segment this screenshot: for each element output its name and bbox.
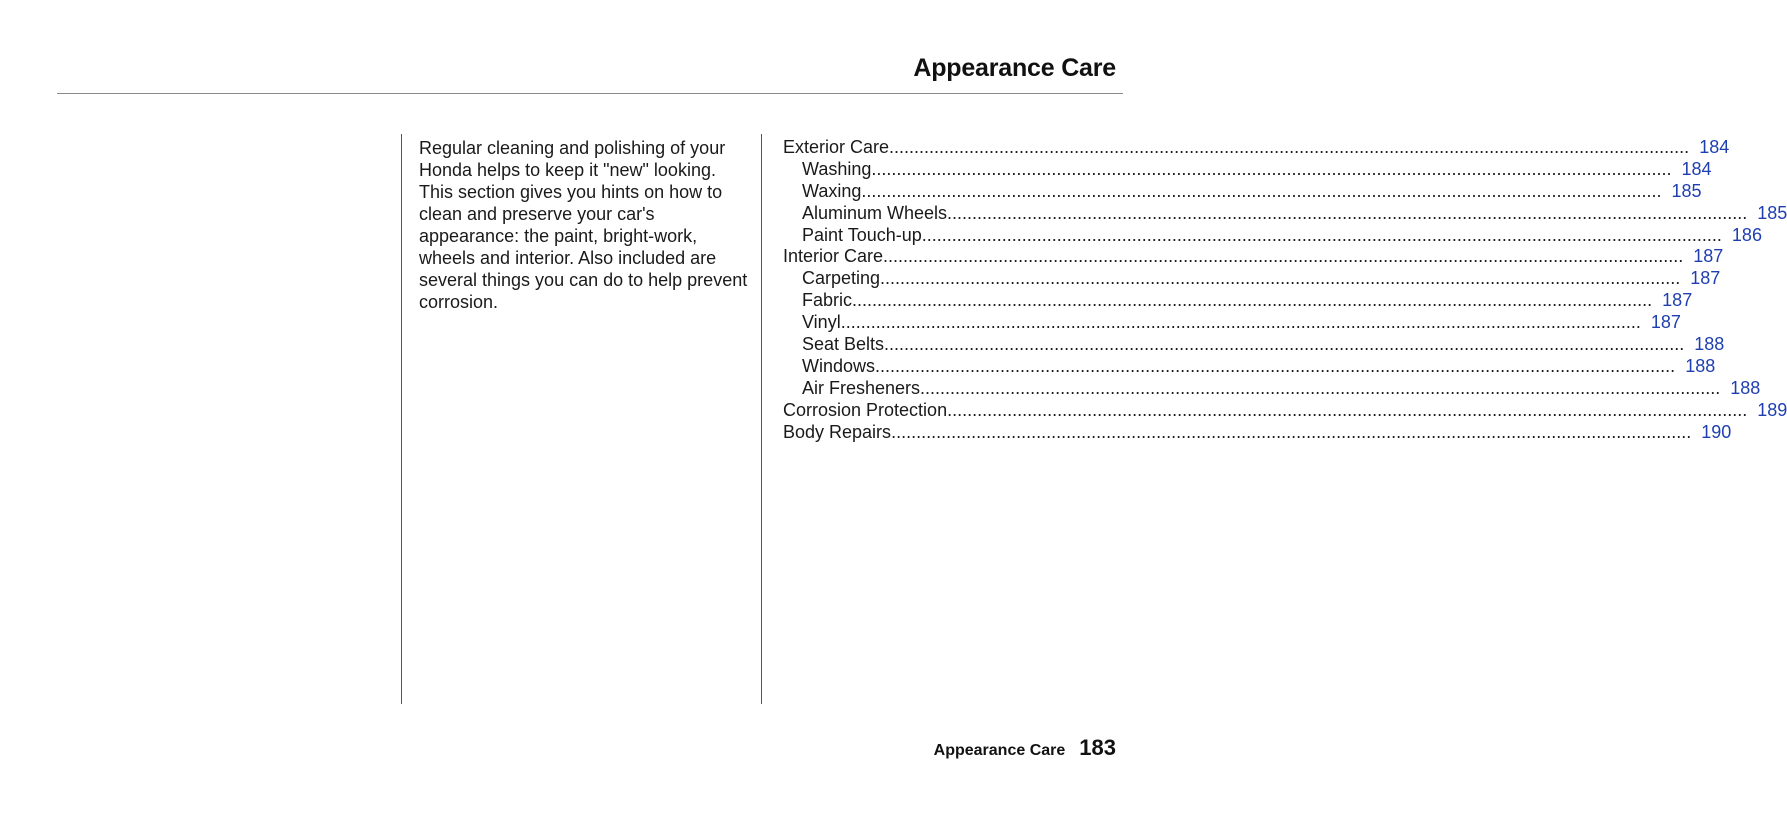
toc-entry[interactable]: [783, 224, 1762, 247]
toc-entry-label: Body Repairs: [783, 421, 892, 442]
dot-leader: ................................................................................................................................................................: [852, 290, 1653, 311]
dot-leader: ................................................................................................................................................................: [891, 421, 1692, 442]
table-of-contents: [783, 137, 1787, 443]
toc-entry-label: Fabric: [802, 290, 853, 311]
toc-entry[interactable]: [783, 355, 1716, 378]
toc-page-link[interactable]: 187: [1693, 246, 1724, 267]
toc-entry-label: Air Fresheners: [802, 377, 921, 398]
toc-entry[interactable]: [783, 180, 1702, 203]
toc-entry-label: Vinyl: [802, 312, 841, 333]
dot-leader: ................................................................................................................................................................: [920, 377, 1721, 398]
toc-entry[interactable]: [783, 377, 1761, 400]
toc-entry-label: Waxing: [802, 180, 862, 201]
toc-entry-label: Corrosion Protection: [783, 399, 948, 420]
toc-page-link[interactable]: 187: [1690, 268, 1721, 289]
column-divider-left: [401, 134, 402, 704]
column-divider-right: [761, 134, 762, 704]
toc-entry-label: Windows: [802, 355, 876, 376]
title-divider: [57, 93, 1123, 94]
toc-entry-label: Exterior Care: [783, 137, 890, 157]
page-title: Appearance Care: [913, 54, 1116, 82]
toc-page-link[interactable]: 188: [1694, 334, 1725, 355]
toc-page-link[interactable]: 185: [1757, 202, 1787, 223]
toc-page-link[interactable]: 185: [1671, 180, 1702, 201]
toc-entry[interactable]: [783, 421, 1732, 444]
intro-paragraph: Regular cleaning and polishing of your Honda helps to keep it "new" looking. This section gives you hints on how to clean and preserve your car's appearance: the paint, bright-work, wheels and interior. Also included are several things you can do to help prevent corrosion.: [419, 138, 748, 312]
toc-page-link[interactable]: 187: [1650, 312, 1681, 333]
toc-page-link[interactable]: 184: [1699, 137, 1730, 157]
toc-entry[interactable]: [783, 290, 1693, 312]
toc-page-link[interactable]: 188: [1685, 355, 1716, 376]
toc-entry[interactable]: [783, 137, 1730, 159]
toc-entry-label: Carpeting: [802, 268, 881, 289]
toc-entry-label: Aluminum Wheels: [802, 202, 948, 223]
toc-page-link[interactable]: 190: [1701, 421, 1732, 442]
dot-leader: ................................................................................................................................................................: [889, 137, 1690, 157]
toc-entry[interactable]: [783, 334, 1725, 356]
dot-leader: ................................................................................................................................................................: [947, 202, 1748, 223]
toc-entry[interactable]: [783, 202, 1787, 225]
toc-page-link[interactable]: 186: [1731, 224, 1762, 245]
dot-leader: ................................................................................................................................................................: [871, 158, 1672, 179]
toc-entry[interactable]: [783, 399, 1787, 422]
toc-entry[interactable]: [783, 246, 1724, 268]
dot-leader: ................................................................................................................................................................: [880, 268, 1681, 289]
toc-entry-label: Interior Care: [783, 246, 884, 267]
dot-leader: ................................................................................................................................................................: [875, 355, 1676, 376]
dot-leader: ................................................................................................................................................................: [861, 180, 1662, 201]
dot-leader: ................................................................................................................................................................: [921, 224, 1722, 245]
toc-entry-label: Paint Touch-up: [802, 224, 922, 245]
dot-leader: ................................................................................................................................................................: [947, 399, 1748, 420]
toc-entry[interactable]: [783, 158, 1712, 181]
dot-leader: ................................................................................................................................................................: [840, 312, 1641, 333]
page-footer: [934, 735, 1116, 761]
toc-entry-label: Seat Belts: [802, 334, 885, 355]
dot-leader: ................................................................................................................................................................: [883, 246, 1684, 267]
footer-section-title: Appearance Care: [933, 742, 1066, 759]
toc-page-link[interactable]: 184: [1681, 158, 1712, 179]
toc-entry[interactable]: [783, 312, 1681, 334]
page-number: 183: [1079, 735, 1116, 760]
toc-page-link[interactable]: 189: [1757, 399, 1787, 420]
toc-entry[interactable]: [783, 268, 1721, 290]
toc-page-link[interactable]: 187: [1662, 290, 1693, 311]
toc-page-link[interactable]: 188: [1730, 377, 1761, 398]
toc-entry-label: Washing: [802, 158, 872, 179]
dot-leader: ................................................................................................................................................................: [884, 334, 1685, 355]
